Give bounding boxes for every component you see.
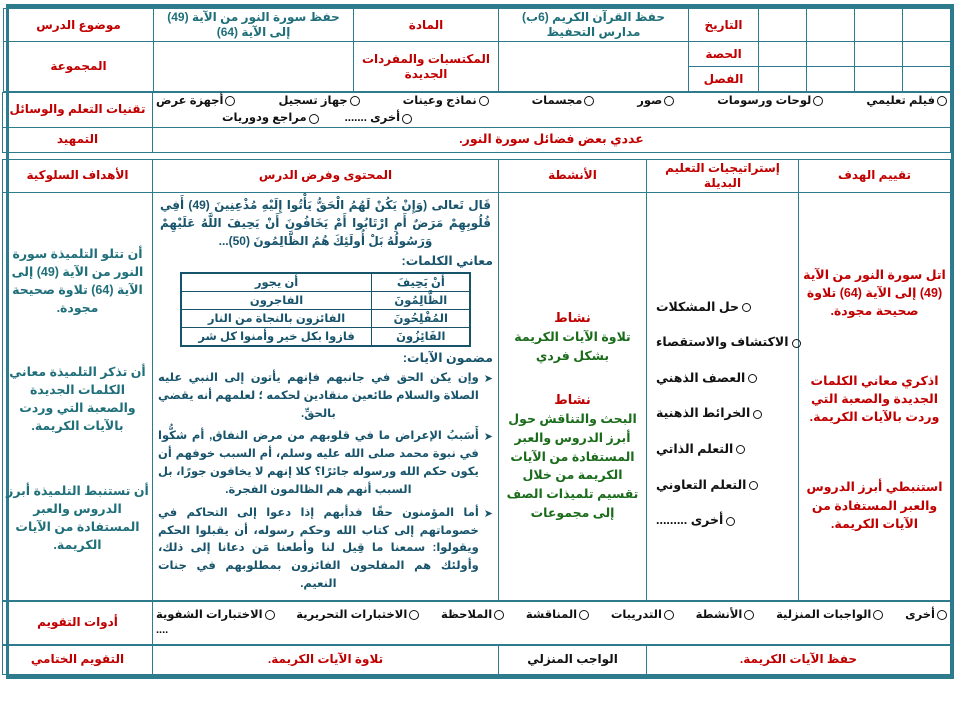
main-body-row [3,192,951,600]
objective-item: أن تذكر التلميذة معاني الكلمات الجديدة والصعبة التي وردت بالآيات الكريمة. [9,365,146,434]
content-column [153,192,499,600]
sheet-frame [6,4,954,679]
summary-points-list [158,370,493,594]
evaluation-item: اذكري معاني الكلمات الجديدة والصعبة التي وردت بالآيات الكريمة. [809,374,940,425]
tool-label: التدريبات [610,608,662,621]
strategy-label: الخرائط الذهنية [656,406,751,421]
tool-label: أخرى [905,608,935,621]
column-header-row [3,159,951,192]
activity-text: البحث والتناقش حول أبرز الدروس والعبر المستفادة من الآيات الكريمة من خلال تقسيم تلميذات الصف إلى مجموعات [506,412,639,520]
tool-option-other[interactable] [905,608,947,622]
checkbox-icon[interactable] [409,610,419,620]
checkbox-icon[interactable] [937,610,947,620]
assessment-tools-label: أدوات التقويم [3,601,153,644]
media-label: تقنيات التعلم والوسائل [3,93,153,128]
subject-label: المادة [354,9,499,42]
tool-label: الاختبارات الشفوية [156,608,263,621]
homework-value: حفظ الآيات الكريمة. [647,645,951,674]
summary-point-text: أَسَببُ الإعراض ما في قلوبهم من مرض النفاق, أم شكُّوا في نبوة محمد صلى الله عليه وسلم، أم السبب خوفهم أن يكون حكم الله ورسوله جائرًا؟ كلا إنهم لا يخافون جورًا، بل السبب أنهم هم الظالمون الفجرة. [158,430,479,496]
vocab-term: الفَائِزُونَ [372,328,470,347]
vocab-meaning: أن يجور [181,273,372,292]
media-option-projector[interactable] [156,94,235,108]
media-table [2,92,951,153]
strategy-label: حل المشكلات [656,299,740,314]
checkbox-icon[interactable] [309,114,319,124]
column-header-evaluation: تقييم الهدف [799,159,951,192]
vocab-term: المُفْلِحُونَ [372,310,470,328]
tool-option-written-tests[interactable] [296,608,419,622]
final-table [2,645,951,675]
objectives-column [3,192,153,600]
objective-item: أن تتلو التلميذة سورة النور من الآية (49) إلى الآية (64) تلاوة صحيحة مجودة. [11,246,144,315]
media-option-charts[interactable] [717,94,823,108]
checkbox-icon[interactable] [736,445,745,454]
media-options [153,93,951,128]
strategy-label: أخرى ......... [656,513,724,528]
blank-cell[interactable] [759,67,807,92]
blank-cell[interactable] [807,42,855,67]
checkbox-icon[interactable] [753,410,762,419]
checkbox-icon[interactable] [813,96,823,106]
activities-column [499,192,647,600]
vocab-meaning: الفائزون بالنجاة من النار [181,310,372,328]
class-label: الفصل [689,67,759,92]
strategy-label: التعلم الذاتي [656,442,734,457]
objective-item: أن تستنبط التلميذة أبرز الدروس والعبر المستفادة من الآيات الكريمة. [6,483,149,552]
media-option-label: مراجع ودوريات [222,112,307,125]
final-evaluation-value: تلاوة الآيات الكريمة. [153,645,499,674]
activity-title: نشاط [554,391,591,407]
checkbox-icon[interactable] [749,481,758,490]
assessment-tools-dots: .... [156,624,169,637]
quran-verse-text: قَال تَعالى (وَإِنْ يَكُنْ لَهُمُ الْحَقُّ يَأْتُوا إِلَيْهِ مُذْعِنِينَ (49) أَفِي قُلُوبِهِمْ مَرَضٌ أَمِ ارْتَابُوا أَمْ يَخَافُونَ أَنْ يَحِيفَ اللَّهُ عَلَيْهِمْ وَرَسُولُهُ بَلْ أُولَئِكَ هُمُ الظَّالِمُونَ (50)... [160,197,491,248]
strategy-label: التعلم التعاوني [656,477,747,492]
blank-cell[interactable] [855,9,903,42]
blank-cell[interactable] [855,42,903,67]
checkbox-icon[interactable] [742,303,751,312]
list-item [158,370,493,423]
tool-option-exercises[interactable] [611,608,674,622]
media-option-label: مجسمات [531,95,583,107]
homework-label: الواجب المنزلي [499,645,647,674]
checkbox-icon[interactable] [664,610,674,620]
media-option-models[interactable] [532,94,595,108]
column-header-objectives: الأهداف السلوكية [3,159,153,192]
media-option-samples[interactable] [403,94,489,108]
blank-cell[interactable] [759,9,807,42]
group-label: المجموعة [4,42,154,92]
checkbox-icon[interactable] [744,610,754,620]
vocab-term: أَنْ يَحِيفَ [372,273,470,292]
vocab-meaning: الفاجرون [181,292,372,310]
media-option-pictures[interactable] [637,94,674,108]
assessment-tools-options [153,601,951,644]
list-item [158,428,493,499]
topic-value: حفظ سورة النور من الآية (49) إلى الآية (64) [154,9,354,42]
media-option-label: أجهزة عرض [156,95,224,107]
strategy-item-brainstorming[interactable] [656,371,757,387]
tool-option-oral-tests[interactable] [156,608,275,622]
date-label: التاريخ [689,9,759,42]
tool-option-discussion[interactable] [526,608,589,622]
table-row [181,273,471,292]
subject-value: حفظ القرآن الكريم (6ب) مدارس التحفيظ [499,9,689,42]
media-option-label: جهاز تسجيل [278,95,348,107]
checkbox-icon[interactable] [579,610,589,620]
checkbox-icon[interactable] [225,96,235,106]
blank-cell[interactable] [903,9,951,42]
summary-point-text: وإن يكن الحق في جانبهم فإنهم يأتون إلى النبي عليه الصلاة والسلام طائعين منقادين لحكمه ؛ لعلمهم أنه يقضي بالحقِّ. [158,372,479,420]
checkbox-icon[interactable] [265,610,275,620]
header-row-topic [4,9,951,42]
media-options-line-2 [156,111,947,125]
column-header-activities: الأنشطة [499,159,647,192]
main-table [2,159,951,601]
intro-value: عددي بعض فضائل سورة النور. [153,127,951,152]
blank-cell[interactable] [499,42,689,92]
blank-cell[interactable] [855,67,903,92]
evaluation-column [799,192,951,600]
strategies-column [647,192,799,600]
media-options-line-1 [156,94,947,108]
strategy-label: الاكتشاف والاستقصاء [656,335,789,350]
media-option-recorder[interactable] [278,94,359,108]
assessment-tools-line [156,608,947,622]
acquisitions-label: المكتسبات والمفردات الجديدة [354,42,499,92]
media-option-label: نماذج وعينات [402,95,477,107]
strategy-item-problem-solving[interactable] [656,300,751,316]
media-option-label: صور [637,95,663,107]
intro-label: التمهيد [3,127,153,152]
vocab-meaning: فازوا بكل خير وأمنوا كل شر [181,328,372,347]
media-row [3,93,951,128]
summary-point-text: أما المؤمنون حقًا فدأبهم إذا دعوا إلى التحاكم في خصوماتهم إلى كتاب الله وحكم رسوله، أن يقبلوا الحكم ويقولوا: سمعنا ما قِيل لنا وأطعنا مَن دعانا إلى ذلك، وأولئك هم المفلحون الفائزون بمطلوبهم في جنات النعيم. [158,506,479,590]
strategy-item-mind-maps[interactable] [656,406,762,422]
blank-cell[interactable] [903,67,951,92]
vocab-term: الظَّالِمُونَ [372,292,470,310]
blank-cell[interactable] [759,42,807,67]
checkbox-icon[interactable] [792,339,801,348]
checkbox-icon[interactable] [726,517,735,526]
checkbox-icon[interactable] [664,96,674,106]
media-option-label: أخرى ....... [344,112,401,125]
assessment-tools-row [3,601,951,644]
table-row [181,310,471,328]
checkbox-icon[interactable] [402,114,412,124]
media-option-label: فيلم تعليمي [866,95,935,107]
activity-block [502,392,643,523]
media-option-references[interactable] [222,111,319,125]
strategy-item-other[interactable] [656,513,735,529]
summary-heading: مضمون الآيات: [402,351,493,366]
strategy-item-self-learning[interactable] [656,442,745,458]
blank-cell[interactable] [807,9,855,42]
media-option-label: لوحات ورسومات [717,95,812,107]
strategy-item-cooperative[interactable] [656,478,758,494]
intro-row [3,127,951,152]
column-header-strategies: إستراتيجيات التعليم البديلة [647,159,799,192]
tool-label: الاختبارات التحريرية [296,608,408,621]
vocab-heading: معاني الكلمات: [401,253,493,268]
header-table [3,8,951,92]
column-header-content: المحتوى وفرض الدرس [153,159,499,192]
vocabulary-table [180,272,472,347]
tool-option-observation[interactable] [441,608,504,622]
activity-title: نشاط [554,310,591,325]
assessment-tools-table [2,601,951,645]
table-row [181,328,471,347]
topic-label: موضوع الدرس [4,9,154,42]
period-label: الحصة [689,42,759,67]
checkbox-icon[interactable] [350,96,360,106]
arrow-bullet-icon: ➤ [483,373,493,385]
checkbox-icon[interactable] [937,96,947,106]
tool-option-homework[interactable] [776,608,883,622]
blank-cell[interactable] [154,42,354,92]
final-evaluation-label: التقويم الختامي [3,645,153,674]
tool-label: الواجبات المنزلية [776,608,872,621]
tool-label: الملاحظة [441,608,493,621]
tool-label: الأنشطة [695,608,743,621]
blank-cell[interactable] [903,42,951,67]
evaluation-item: اتل سورة النور من الآية (49) إلى الآية (64) تلاوة صحيحة مجودة. [803,267,946,318]
evaluation-item: استنبطي أبرز الدروس والعبر المستفادة من الآيات الكريمة. [806,480,943,531]
blank-cell[interactable] [807,67,855,92]
table-row [181,292,471,310]
activity-text: تلاوة الآيات الكريمة بشكل فردي [514,330,631,363]
checkbox-icon[interactable] [479,96,489,106]
tool-option-activities[interactable] [696,608,755,622]
strategy-label: العصف الذهني [656,370,746,385]
header-row-period [4,42,951,67]
arrow-bullet-icon: ➤ [483,507,493,520]
checkbox-icon[interactable] [584,96,594,106]
tool-label: المناقشة [525,608,578,621]
checkbox-icon[interactable] [748,374,757,383]
checkbox-icon[interactable] [873,610,883,620]
media-option-film[interactable] [866,94,947,108]
list-item [158,505,493,594]
checkbox-icon[interactable] [494,610,504,620]
activity-block [502,310,643,366]
media-option-other[interactable] [345,111,412,125]
final-evaluation-row [3,645,951,674]
strategy-item-discovery[interactable] [656,335,801,351]
arrow-bullet-icon: ➤ [483,431,493,444]
